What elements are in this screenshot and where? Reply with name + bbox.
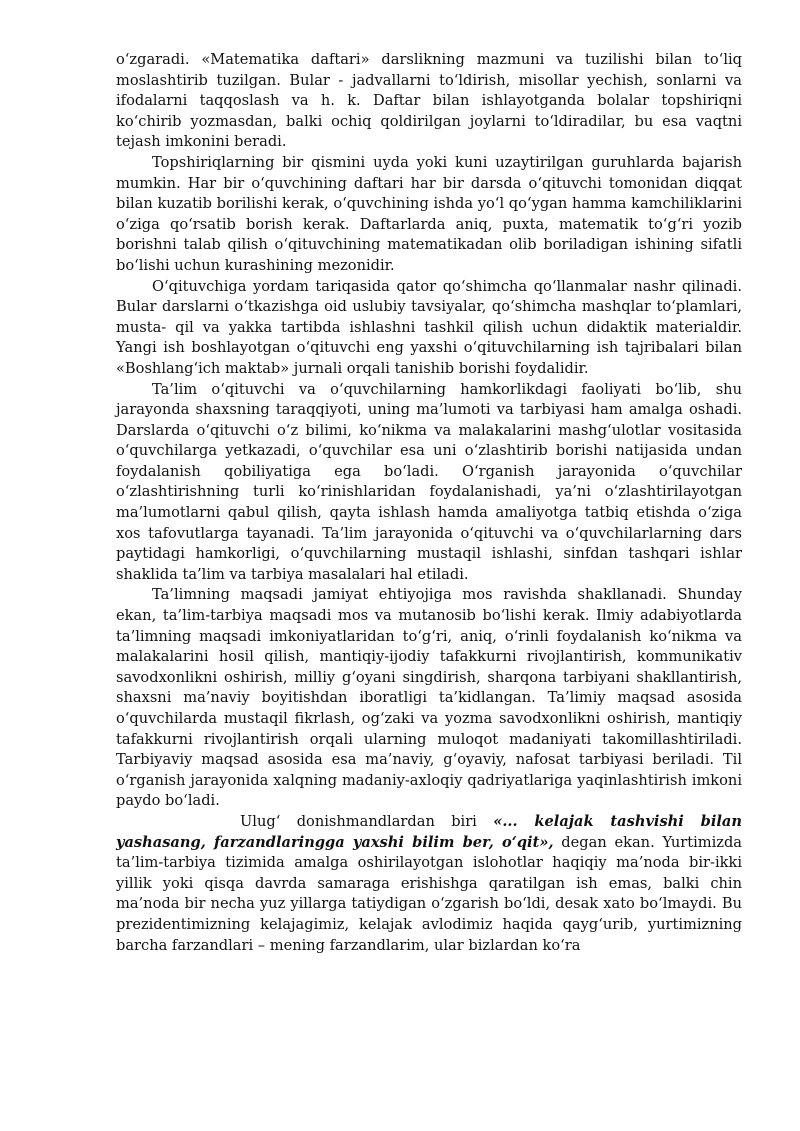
paragraph-6-lead: Ulug‘ donishmandlardan biri <box>240 812 494 830</box>
quotation: «... kelajak tashvishi bilan yashasang, farzandlaringga yaxshi bilim ber, o‘qit», <box>116 812 742 851</box>
paragraph-4: Ta’lim o‘qituvchi va o‘quvchilarning hamkorlikdagi faoliyati bo‘lib, shu jarayonda shaxsning taraqqiyoti, uning ma’lumoti va tarbiyasi ham amalga oshadi. Darslarda o‘qituvchi o‘z bilimi, ko‘nikma va malakalarini mashg‘ulotlar vositasida o‘quvchilarga yetkazadi, o‘quvchilar esa uni o‘zlashtirib borishi natijasida undan foydalanish qobiliyatiga ega bo‘ladi. O‘rganish jarayonida o‘quvchilar o‘zlashtirishning turli ko‘rinishlaridan foydalanishadi, ya’ni o‘zlashtirilayotgan ma’lumotlarni qabul qilish, qayta ishlash hamda amaliyotga tatbiq etishda o‘ziga xos tafovutlarga tayanadi. Ta’lim jarayonida o‘qituvchi va o‘quvchilarlarning dars paytidagi hamkorligi, o‘quvchilarning mustaqil ishlashi, sinfdan tashqari ishlar shaklida ta’lim va tarbiya masalalari hal etiladi. <box>116 380 742 583</box>
paragraph-6 <box>116 812 742 956</box>
document-page <box>116 50 742 956</box>
paragraph-3: O‘qituvchiga yordam tariqasida qator qo‘shimcha qo‘llanmalar nashr qilinadi. Bular darslarni o‘tkazishga oid uslubiy tavsiyalar, qo‘shimcha mashqlar to‘plamlari, musta- qil va yakka tartibda ishlashni tashkil qilish uchun didaktik materialdir. Yangi ish boshlayotgan o‘qituvchi eng yaxshi o‘qituvchilarning ish tajribalari bilan «Boshlang‘ich maktab» jurnali orqali tanishib borishi foydalidir. <box>116 277 742 377</box>
paragraph-1: o‘zgaradi. «Matematika daftari» darslikning mazmuni va tuzilishi bilan to‘liq moslashtirib tuzilgan. Bular - jadvallarni to‘ldirish, misollar yechish, sonlarni va ifodalarni taqqoslash va h. k. Daftar bilan ishlayotganda bolalar topshiriqni ko‘chirib yozmasdan, balki ochiq qoldirilgan joylarni to‘ldiradilar, bu esa vaqtni tejash imkonini beradi. <box>116 51 742 151</box>
paragraph-5: Ta’limning maqsadi jamiyat ehtiyojiga mos ravishda shakllanadi. Shunday ekan, ta’lim-tarbiya maqsadi mos va mutanosib bo‘lishi kerak. Ilmiy adabiyotlarda ta’limning maqsadi imkoniyatlaridan to‘g‘ri, aniq, o‘rinli foydalanish ko‘nikma va malakalarini hosil qilish, mantiqiy-ijodiy tafakkurni rivojlantirish, kommunikativ savodxonlikni oshirish, milliy g‘oyani singdirish, sharqona tarbiyani shakllantirish, shaxsni ma’naviy boyitishdan iboratligi ta’kidlangan. Ta’limiy maqsad asosida o‘quvchilarda mustaqil fikrlash, og‘zaki va yozma savodxonlikni oshirish, mantiqiy tafakkurni rivojlantirish orqali ularning muloqot madaniyati takomillashtiriladi. Tarbiyaviy maqsad asosida esa ma’naviy, g‘oyaviy, nafosat tarbiyasi beriladi. Til o‘rganish jarayonida xalqning madaniy-axloqiy qadriyatlariga yaqinlashtirish imkoni paydo bo‘ladi. <box>116 586 742 810</box>
paragraph-6-rest: degan ekan. Yurtimizda ta’lim-tarbiya tizimida amalga oshirilayotgan islohotlar haqiqiy ma’noda bir-ikki yillik yoki qisqa davrda samaraga erishishga qaratilgan ish emas, balki chin ma’noda bir necha yuz yillarga tatiydigan o‘zgarish bo‘ldi, desak xato bo‘lmaydi. Bu prezidentimizning kelajagimiz, kelajak avlodimiz haqida qayg‘urib, yurtimizning barcha farzandlari – mening farzandlarim, ular bizlardan ko‘ra <box>116 833 742 954</box>
paragraph-2: Topshiriqlarning bir qismini uyda yoki kuni uzaytirilgan guruhlarda bajarish mumkin. Har bir o‘quvchining daftari har bir darsda o‘qituvchi tomonidan diqqat bilan kuzatib borilishi kerak, o‘quvchining ishda yo‘l qo‘ygan hamma kamchiliklarini o‘ziga qo‘rsatib borish kerak. Daftarlarda aniq, puxta, matematik to‘g‘ri yozib borishni talab qilish o‘qituvchining matematikadan olib boriladigan ishining sifatli bo‘lishi uchun kurashining mezonidir. <box>116 153 742 274</box>
